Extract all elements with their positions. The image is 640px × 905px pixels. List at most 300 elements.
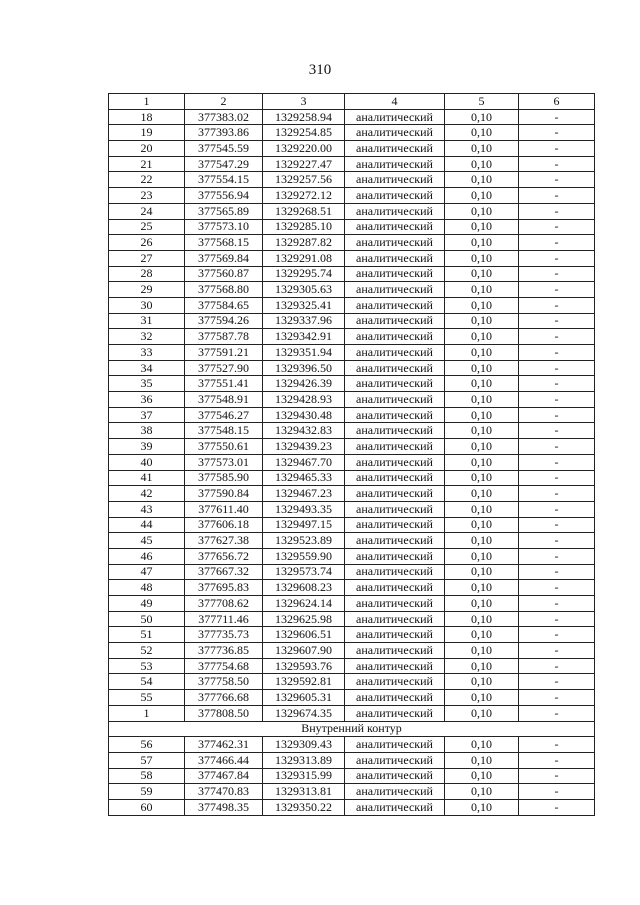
point-number-cell: 54 bbox=[109, 674, 185, 690]
x-coordinate-cell: 377573.10 bbox=[185, 219, 263, 235]
note-cell: - bbox=[519, 737, 595, 753]
note-cell: - bbox=[519, 109, 595, 125]
point-number-cell: 53 bbox=[109, 658, 185, 674]
accuracy-cell: 0,10 bbox=[445, 297, 519, 313]
accuracy-cell: 0,10 bbox=[445, 423, 519, 439]
method-cell: аналитический bbox=[345, 376, 445, 392]
note-cell: - bbox=[519, 172, 595, 188]
y-coordinate-cell: 1329258.94 bbox=[263, 109, 345, 125]
column-number: 6 bbox=[519, 94, 595, 110]
note-cell: - bbox=[519, 235, 595, 251]
note-cell: - bbox=[519, 392, 595, 408]
table-row bbox=[109, 486, 595, 502]
point-number-cell: 20 bbox=[109, 141, 185, 157]
note-cell: - bbox=[519, 799, 595, 815]
table-row bbox=[109, 454, 595, 470]
y-coordinate-cell: 1329351.94 bbox=[263, 345, 345, 361]
y-coordinate-cell: 1329426.39 bbox=[263, 376, 345, 392]
y-coordinate-cell: 1329430.48 bbox=[263, 407, 345, 423]
method-cell: аналитический bbox=[345, 486, 445, 502]
point-number-cell: 46 bbox=[109, 548, 185, 564]
x-coordinate-cell: 377556.94 bbox=[185, 188, 263, 204]
note-cell: - bbox=[519, 690, 595, 706]
table-row bbox=[109, 517, 595, 533]
x-coordinate-cell: 377551.41 bbox=[185, 376, 263, 392]
x-coordinate-cell: 377467.84 bbox=[185, 768, 263, 784]
table-row bbox=[109, 705, 595, 721]
note-cell: - bbox=[519, 313, 595, 329]
method-cell: аналитический bbox=[345, 219, 445, 235]
x-coordinate-cell: 377569.84 bbox=[185, 250, 263, 266]
accuracy-cell: 0,10 bbox=[445, 690, 519, 706]
x-coordinate-cell: 377527.90 bbox=[185, 360, 263, 376]
accuracy-cell: 0,10 bbox=[445, 784, 519, 800]
method-cell: аналитический bbox=[345, 658, 445, 674]
table-row bbox=[109, 392, 595, 408]
section-row bbox=[109, 721, 595, 737]
point-number-cell: 38 bbox=[109, 423, 185, 439]
y-coordinate-cell: 1329606.51 bbox=[263, 627, 345, 643]
accuracy-cell: 0,10 bbox=[445, 548, 519, 564]
method-cell: аналитический bbox=[345, 501, 445, 517]
method-cell: аналитический bbox=[345, 423, 445, 439]
method-cell: аналитический bbox=[345, 752, 445, 768]
point-number-cell: 27 bbox=[109, 250, 185, 266]
point-number-cell: 36 bbox=[109, 392, 185, 408]
y-coordinate-cell: 1329624.14 bbox=[263, 596, 345, 612]
note-cell: - bbox=[519, 752, 595, 768]
method-cell: аналитический bbox=[345, 345, 445, 361]
x-coordinate-cell: 377565.89 bbox=[185, 203, 263, 219]
table-row bbox=[109, 423, 595, 439]
point-number-cell: 28 bbox=[109, 266, 185, 282]
accuracy-cell: 0,10 bbox=[445, 611, 519, 627]
method-cell: аналитический bbox=[345, 611, 445, 627]
table-row bbox=[109, 470, 595, 486]
x-coordinate-cell: 377594.26 bbox=[185, 313, 263, 329]
table-row bbox=[109, 737, 595, 753]
point-number-cell: 56 bbox=[109, 737, 185, 753]
y-coordinate-cell: 1329607.90 bbox=[263, 643, 345, 659]
point-number-cell: 40 bbox=[109, 454, 185, 470]
y-coordinate-cell: 1329428.93 bbox=[263, 392, 345, 408]
note-cell: - bbox=[519, 360, 595, 376]
method-cell: аналитический bbox=[345, 470, 445, 486]
y-coordinate-cell: 1329592.81 bbox=[263, 674, 345, 690]
note-cell: - bbox=[519, 643, 595, 659]
table-row bbox=[109, 172, 595, 188]
x-coordinate-cell: 377587.78 bbox=[185, 329, 263, 345]
x-coordinate-cell: 377735.73 bbox=[185, 627, 263, 643]
column-number: 2 bbox=[185, 94, 263, 110]
table-row bbox=[109, 219, 595, 235]
column-number: 5 bbox=[445, 94, 519, 110]
note-cell: - bbox=[519, 501, 595, 517]
table-row bbox=[109, 188, 595, 204]
y-coordinate-cell: 1329291.08 bbox=[263, 250, 345, 266]
accuracy-cell: 0,10 bbox=[445, 737, 519, 753]
point-number-cell: 19 bbox=[109, 125, 185, 141]
method-cell: аналитический bbox=[345, 360, 445, 376]
inner-contour-title: Внутренний контур bbox=[109, 721, 595, 737]
accuracy-cell: 0,10 bbox=[445, 501, 519, 517]
note-cell: - bbox=[519, 250, 595, 266]
x-coordinate-cell: 377466.44 bbox=[185, 752, 263, 768]
x-coordinate-cell: 377711.46 bbox=[185, 611, 263, 627]
note-cell: - bbox=[519, 674, 595, 690]
accuracy-cell: 0,10 bbox=[445, 486, 519, 502]
y-coordinate-cell: 1329573.74 bbox=[263, 564, 345, 580]
method-cell: аналитический bbox=[345, 548, 445, 564]
method-cell: аналитический bbox=[345, 784, 445, 800]
x-coordinate-cell: 377560.87 bbox=[185, 266, 263, 282]
note-cell: - bbox=[519, 203, 595, 219]
column-number: 4 bbox=[345, 94, 445, 110]
accuracy-cell: 0,10 bbox=[445, 141, 519, 157]
x-coordinate-cell: 377462.31 bbox=[185, 737, 263, 753]
note-cell: - bbox=[519, 533, 595, 549]
method-cell: аналитический bbox=[345, 627, 445, 643]
note-cell: - bbox=[519, 784, 595, 800]
accuracy-cell: 0,10 bbox=[445, 125, 519, 141]
table-row bbox=[109, 784, 595, 800]
y-coordinate-cell: 1329467.70 bbox=[263, 454, 345, 470]
note-cell: - bbox=[519, 329, 595, 345]
method-cell: аналитический bbox=[345, 109, 445, 125]
y-coordinate-cell: 1329593.76 bbox=[263, 658, 345, 674]
point-number-cell: 23 bbox=[109, 188, 185, 204]
accuracy-cell: 0,10 bbox=[445, 470, 519, 486]
note-cell: - bbox=[519, 266, 595, 282]
y-coordinate-cell: 1329257.56 bbox=[263, 172, 345, 188]
method-cell: аналитический bbox=[345, 439, 445, 455]
x-coordinate-cell: 377736.85 bbox=[185, 643, 263, 659]
note-cell: - bbox=[519, 580, 595, 596]
table-row bbox=[109, 329, 595, 345]
note-cell: - bbox=[519, 219, 595, 235]
y-coordinate-cell: 1329674.35 bbox=[263, 705, 345, 721]
point-number-cell: 50 bbox=[109, 611, 185, 627]
method-cell: аналитический bbox=[345, 141, 445, 157]
point-number-cell: 30 bbox=[109, 297, 185, 313]
method-cell: аналитический bbox=[345, 596, 445, 612]
table-row bbox=[109, 297, 595, 313]
point-number-cell: 29 bbox=[109, 282, 185, 298]
y-coordinate-cell: 1329295.74 bbox=[263, 266, 345, 282]
accuracy-cell: 0,10 bbox=[445, 329, 519, 345]
y-coordinate-cell: 1329315.99 bbox=[263, 768, 345, 784]
x-coordinate-cell: 377568.80 bbox=[185, 282, 263, 298]
method-cell: аналитический bbox=[345, 690, 445, 706]
table-row bbox=[109, 658, 595, 674]
inner-contour-rows bbox=[109, 737, 595, 815]
accuracy-cell: 0,10 bbox=[445, 627, 519, 643]
point-number-cell: 41 bbox=[109, 470, 185, 486]
note-cell: - bbox=[519, 611, 595, 627]
x-coordinate-cell: 377667.32 bbox=[185, 564, 263, 580]
method-cell: аналитический bbox=[345, 392, 445, 408]
table-row bbox=[109, 548, 595, 564]
accuracy-cell: 0,10 bbox=[445, 768, 519, 784]
table-row bbox=[109, 282, 595, 298]
accuracy-cell: 0,10 bbox=[445, 266, 519, 282]
method-cell: аналитический bbox=[345, 705, 445, 721]
y-coordinate-cell: 1329467.23 bbox=[263, 486, 345, 502]
y-coordinate-cell: 1329337.96 bbox=[263, 313, 345, 329]
method-cell: аналитический bbox=[345, 250, 445, 266]
accuracy-cell: 0,10 bbox=[445, 203, 519, 219]
y-coordinate-cell: 1329608.23 bbox=[263, 580, 345, 596]
x-coordinate-cell: 377766.68 bbox=[185, 690, 263, 706]
note-cell: - bbox=[519, 423, 595, 439]
method-cell: аналитический bbox=[345, 172, 445, 188]
accuracy-cell: 0,10 bbox=[445, 392, 519, 408]
accuracy-cell: 0,10 bbox=[445, 345, 519, 361]
y-coordinate-cell: 1329605.31 bbox=[263, 690, 345, 706]
accuracy-cell: 0,10 bbox=[445, 533, 519, 549]
x-coordinate-cell: 377550.61 bbox=[185, 439, 263, 455]
method-cell: аналитический bbox=[345, 517, 445, 533]
method-cell: аналитический bbox=[345, 125, 445, 141]
y-coordinate-cell: 1329313.81 bbox=[263, 784, 345, 800]
note-cell: - bbox=[519, 564, 595, 580]
method-cell: аналитический bbox=[345, 737, 445, 753]
table-row bbox=[109, 768, 595, 784]
point-number-cell: 43 bbox=[109, 501, 185, 517]
x-coordinate-cell: 377590.84 bbox=[185, 486, 263, 502]
point-number-cell: 34 bbox=[109, 360, 185, 376]
note-cell: - bbox=[519, 596, 595, 612]
table-row bbox=[109, 596, 595, 612]
y-coordinate-cell: 1329305.63 bbox=[263, 282, 345, 298]
accuracy-cell: 0,10 bbox=[445, 580, 519, 596]
method-cell: аналитический bbox=[345, 580, 445, 596]
note-cell: - bbox=[519, 282, 595, 298]
x-coordinate-cell: 377808.50 bbox=[185, 705, 263, 721]
x-coordinate-cell: 377383.02 bbox=[185, 109, 263, 125]
y-coordinate-cell: 1329254.85 bbox=[263, 125, 345, 141]
table-row bbox=[109, 156, 595, 172]
y-coordinate-cell: 1329227.47 bbox=[263, 156, 345, 172]
x-coordinate-cell: 377627.38 bbox=[185, 533, 263, 549]
point-number-cell: 55 bbox=[109, 690, 185, 706]
point-number-cell: 33 bbox=[109, 345, 185, 361]
table-row bbox=[109, 407, 595, 423]
table-row bbox=[109, 235, 595, 251]
accuracy-cell: 0,10 bbox=[445, 109, 519, 125]
note-cell: - bbox=[519, 125, 595, 141]
note-cell: - bbox=[519, 454, 595, 470]
accuracy-cell: 0,10 bbox=[445, 313, 519, 329]
method-cell: аналитический bbox=[345, 188, 445, 204]
x-coordinate-cell: 377758.50 bbox=[185, 674, 263, 690]
method-cell: аналитический bbox=[345, 297, 445, 313]
point-number-cell: 58 bbox=[109, 768, 185, 784]
x-coordinate-cell: 377591.21 bbox=[185, 345, 263, 361]
table-row bbox=[109, 360, 595, 376]
point-number-cell: 45 bbox=[109, 533, 185, 549]
x-coordinate-cell: 377546.27 bbox=[185, 407, 263, 423]
point-number-cell: 42 bbox=[109, 486, 185, 502]
method-cell: аналитический bbox=[345, 329, 445, 345]
y-coordinate-cell: 1329559.90 bbox=[263, 548, 345, 564]
table-row bbox=[109, 376, 595, 392]
x-coordinate-cell: 377754.68 bbox=[185, 658, 263, 674]
point-number-cell: 51 bbox=[109, 627, 185, 643]
accuracy-cell: 0,10 bbox=[445, 156, 519, 172]
y-coordinate-cell: 1329497.15 bbox=[263, 517, 345, 533]
accuracy-cell: 0,10 bbox=[445, 799, 519, 815]
accuracy-cell: 0,10 bbox=[445, 658, 519, 674]
y-coordinate-cell: 1329272.12 bbox=[263, 188, 345, 204]
y-coordinate-cell: 1329268.51 bbox=[263, 203, 345, 219]
section-header bbox=[109, 721, 595, 737]
table-row bbox=[109, 611, 595, 627]
accuracy-cell: 0,10 bbox=[445, 705, 519, 721]
table-row bbox=[109, 674, 595, 690]
table-row bbox=[109, 141, 595, 157]
y-coordinate-cell: 1329439.23 bbox=[263, 439, 345, 455]
x-coordinate-cell: 377498.35 bbox=[185, 799, 263, 815]
table-row bbox=[109, 125, 595, 141]
x-coordinate-cell: 377611.40 bbox=[185, 501, 263, 517]
point-number-cell: 49 bbox=[109, 596, 185, 612]
accuracy-cell: 0,10 bbox=[445, 407, 519, 423]
note-cell: - bbox=[519, 548, 595, 564]
table-row bbox=[109, 203, 595, 219]
table-row bbox=[109, 799, 595, 815]
point-number-cell: 57 bbox=[109, 752, 185, 768]
table-row bbox=[109, 627, 595, 643]
note-cell: - bbox=[519, 705, 595, 721]
accuracy-cell: 0,10 bbox=[445, 219, 519, 235]
note-cell: - bbox=[519, 470, 595, 486]
column-number: 3 bbox=[263, 94, 345, 110]
y-coordinate-cell: 1329493.35 bbox=[263, 501, 345, 517]
x-coordinate-cell: 377573.01 bbox=[185, 454, 263, 470]
coordinates-table bbox=[108, 93, 595, 816]
y-coordinate-cell: 1329325.41 bbox=[263, 297, 345, 313]
y-coordinate-cell: 1329465.33 bbox=[263, 470, 345, 486]
point-number-cell: 47 bbox=[109, 564, 185, 580]
point-number-cell: 18 bbox=[109, 109, 185, 125]
accuracy-cell: 0,10 bbox=[445, 360, 519, 376]
point-number-cell: 52 bbox=[109, 643, 185, 659]
method-cell: аналитический bbox=[345, 564, 445, 580]
y-coordinate-cell: 1329287.82 bbox=[263, 235, 345, 251]
y-coordinate-cell: 1329350.22 bbox=[263, 799, 345, 815]
accuracy-cell: 0,10 bbox=[445, 188, 519, 204]
method-cell: аналитический bbox=[345, 799, 445, 815]
point-number-cell: 24 bbox=[109, 203, 185, 219]
x-coordinate-cell: 377470.83 bbox=[185, 784, 263, 800]
method-cell: аналитический bbox=[345, 203, 445, 219]
point-number-cell: 31 bbox=[109, 313, 185, 329]
accuracy-cell: 0,10 bbox=[445, 596, 519, 612]
point-number-cell: 26 bbox=[109, 235, 185, 251]
x-coordinate-cell: 377585.90 bbox=[185, 470, 263, 486]
table-row bbox=[109, 752, 595, 768]
point-number-cell: 48 bbox=[109, 580, 185, 596]
point-number-cell: 39 bbox=[109, 439, 185, 455]
table-row bbox=[109, 313, 595, 329]
note-cell: - bbox=[519, 486, 595, 502]
accuracy-cell: 0,10 bbox=[445, 376, 519, 392]
method-cell: аналитический bbox=[345, 407, 445, 423]
table-row bbox=[109, 533, 595, 549]
x-coordinate-cell: 377548.91 bbox=[185, 392, 263, 408]
method-cell: аналитический bbox=[345, 313, 445, 329]
method-cell: аналитический bbox=[345, 156, 445, 172]
note-cell: - bbox=[519, 156, 595, 172]
table-row bbox=[109, 564, 595, 580]
method-cell: аналитический bbox=[345, 266, 445, 282]
table-row bbox=[109, 109, 595, 125]
table-row bbox=[109, 690, 595, 706]
table-row bbox=[109, 580, 595, 596]
table-row bbox=[109, 643, 595, 659]
note-cell: - bbox=[519, 297, 595, 313]
accuracy-cell: 0,10 bbox=[445, 674, 519, 690]
x-coordinate-cell: 377584.65 bbox=[185, 297, 263, 313]
outer-contour-rows bbox=[109, 109, 595, 721]
y-coordinate-cell: 1329309.43 bbox=[263, 737, 345, 753]
table-row bbox=[109, 266, 595, 282]
y-coordinate-cell: 1329625.98 bbox=[263, 611, 345, 627]
accuracy-cell: 0,10 bbox=[445, 439, 519, 455]
point-number-cell: 22 bbox=[109, 172, 185, 188]
x-coordinate-cell: 377656.72 bbox=[185, 548, 263, 564]
note-cell: - bbox=[519, 376, 595, 392]
note-cell: - bbox=[519, 768, 595, 784]
column-number: 1 bbox=[109, 94, 185, 110]
x-coordinate-cell: 377695.83 bbox=[185, 580, 263, 596]
table-row bbox=[109, 439, 595, 455]
note-cell: - bbox=[519, 627, 595, 643]
accuracy-cell: 0,10 bbox=[445, 454, 519, 470]
column-number-row bbox=[109, 94, 595, 110]
page-number: 310 bbox=[308, 62, 332, 78]
accuracy-cell: 0,10 bbox=[445, 752, 519, 768]
point-number-cell: 21 bbox=[109, 156, 185, 172]
x-coordinate-cell: 377606.18 bbox=[185, 517, 263, 533]
y-coordinate-cell: 1329432.83 bbox=[263, 423, 345, 439]
x-coordinate-cell: 377548.15 bbox=[185, 423, 263, 439]
accuracy-cell: 0,10 bbox=[445, 172, 519, 188]
x-coordinate-cell: 377545.59 bbox=[185, 141, 263, 157]
point-number-cell: 35 bbox=[109, 376, 185, 392]
y-coordinate-cell: 1329313.89 bbox=[263, 752, 345, 768]
method-cell: аналитический bbox=[345, 235, 445, 251]
accuracy-cell: 0,10 bbox=[445, 517, 519, 533]
point-number-cell: 59 bbox=[109, 784, 185, 800]
x-coordinate-cell: 377547.29 bbox=[185, 156, 263, 172]
method-cell: аналитический bbox=[345, 282, 445, 298]
point-number-cell: 60 bbox=[109, 799, 185, 815]
y-coordinate-cell: 1329342.91 bbox=[263, 329, 345, 345]
note-cell: - bbox=[519, 188, 595, 204]
table-row bbox=[109, 501, 595, 517]
note-cell: - bbox=[519, 517, 595, 533]
y-coordinate-cell: 1329523.89 bbox=[263, 533, 345, 549]
method-cell: аналитический bbox=[345, 533, 445, 549]
accuracy-cell: 0,10 bbox=[445, 643, 519, 659]
point-number-cell: 25 bbox=[109, 219, 185, 235]
note-cell: - bbox=[519, 407, 595, 423]
accuracy-cell: 0,10 bbox=[445, 564, 519, 580]
method-cell: аналитический bbox=[345, 454, 445, 470]
y-coordinate-cell: 1329396.50 bbox=[263, 360, 345, 376]
